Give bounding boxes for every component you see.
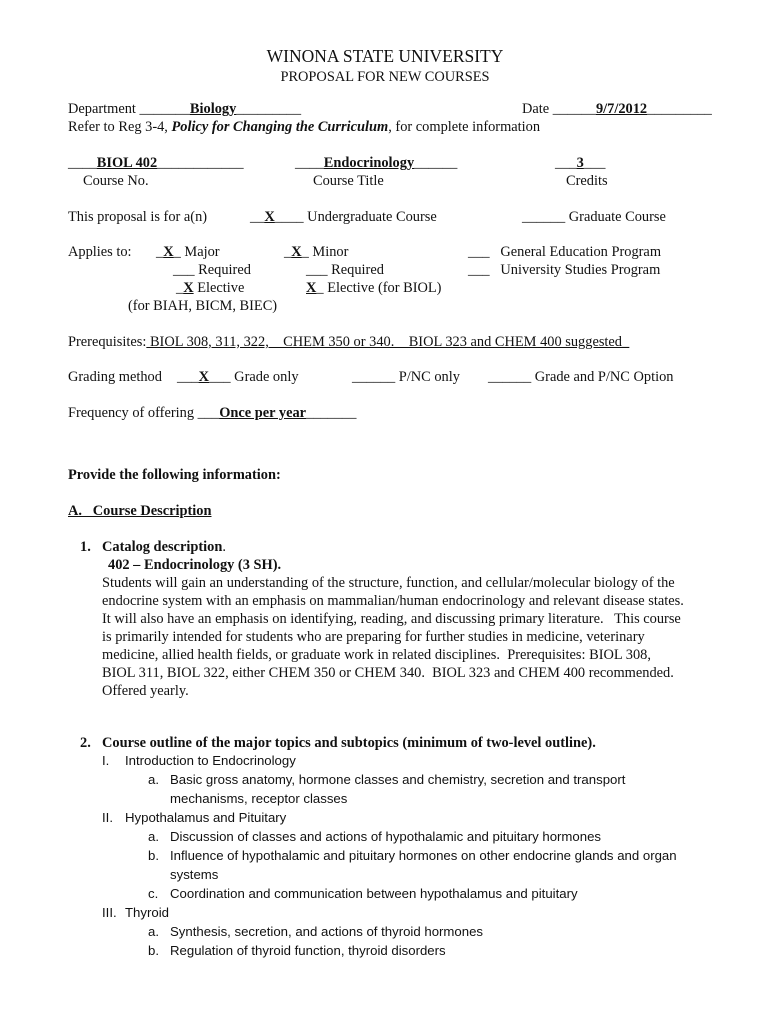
- catalog-course-line: 402 – Endocrinology (3 SH).: [108, 557, 282, 573]
- undergraduate-option: __X____ Undergraduate Course: [250, 209, 437, 225]
- course-title-field: ____Endocrinology______: [295, 155, 458, 171]
- major-elective-check-mark: X: [183, 280, 194, 296]
- form-title: PROPOSAL FOR NEW COURSES: [280, 69, 490, 85]
- minor-required-option: ___ Required: [306, 262, 384, 278]
- catalog-line: Students will gain an understanding of the structure, function, and cellular/molecular biology of the: [102, 575, 675, 591]
- outline-topic: Hypothalamus and Pituitary: [125, 810, 287, 825]
- catalog-line: It will also have an emphasis on identifying, reading, and discussing primary literature. This course: [102, 611, 681, 627]
- catalog-line: is primarily intended for students who are preparing for further studies in medicine, veterinary: [102, 629, 645, 645]
- outline-subtopic-letter: a.: [148, 924, 159, 939]
- provide-info-heading: Provide the following information:: [68, 467, 281, 483]
- outline-topic-number: I.: [102, 753, 110, 768]
- credits-label: Credits: [566, 173, 608, 189]
- minor-check-mark: X: [291, 244, 302, 260]
- prerequisites-field: Prerequisites: BIOL 308, 311, 322, CHEM 350 or 340. BIOL 323 and CHEM 400 suggested_: [68, 334, 630, 350]
- major-elective-option: _X Elective: [176, 280, 245, 296]
- catalog-line: BIOL 311, BIOL 322, either CHEM 350 or CHEM 340. BIOL 323 and CHEM 400 recommended.: [102, 665, 674, 681]
- outline-subtopic-letter: b.: [148, 943, 159, 958]
- undergraduate-check-mark: X: [264, 209, 275, 225]
- reference-line: Refer to Reg 3-4, Policy for Changing the Curriculum, for complete information: [68, 119, 541, 135]
- outline-topic: Introduction to Endocrinology: [125, 753, 296, 768]
- major-check-mark: X: [163, 244, 174, 260]
- section-a-heading: A. Course Description: [68, 503, 212, 519]
- catalog-heading: Catalog description.: [102, 539, 226, 555]
- outline-subtopic: Discussion of classes and actions of hypothalamic and pituitary hormones: [170, 829, 602, 844]
- major-programs-note: (for BIAH, BICM, BIEC): [128, 298, 278, 314]
- outline-subtopic: Coordination and communication between hypothalamus and pituitary: [170, 886, 578, 901]
- catalog-line: Offered yearly.: [102, 683, 189, 699]
- minor-option: _X_ Minor: [284, 244, 349, 260]
- outline-subtopic-letter: b.: [148, 848, 159, 863]
- graduate-option: ______ Graduate Course: [522, 209, 666, 225]
- frequency-value: Once per year: [219, 405, 307, 421]
- outline-subtopic-letter: c.: [148, 886, 159, 901]
- policy-title: Policy for Changing the Curriculum: [171, 119, 389, 135]
- department-field: Department _______Biology_________: [68, 101, 302, 117]
- outline-topic-number: II.: [102, 810, 113, 825]
- outline-subtopic-letter: a.: [148, 772, 159, 787]
- proposal-for-label: This proposal is for a(n): [68, 209, 208, 225]
- university-name: WINONA STATE UNIVERSITY: [266, 46, 504, 66]
- prerequisites-value: BIOL 308, 311, 322, CHEM 350 or 340. BIOL 323 and CHEM 400 suggested_: [146, 334, 630, 350]
- university-studies-option: ___ University Studies Program: [468, 262, 661, 278]
- outline-topic-number: III.: [102, 905, 117, 920]
- outline-subtopic: systems: [170, 867, 219, 882]
- outline-subtopic: Basic gross anatomy, hormone classes and chemistry, secretion and transport: [170, 772, 626, 787]
- date-field: Date ______9/7/2012_________: [522, 101, 712, 117]
- course-no-label: Course No.: [83, 173, 149, 189]
- major-option: _X_ Major: [156, 244, 220, 260]
- credits-value: 3: [576, 155, 584, 171]
- outline-subtopic-letter: a.: [148, 829, 159, 844]
- applies-to-label: Applies to:: [68, 244, 132, 260]
- outline-number: 2.: [80, 735, 91, 751]
- outline-subtopic: Synthesis, secretion, and actions of thyroid hormones: [170, 924, 484, 939]
- course-title-label: Course Title: [313, 173, 384, 189]
- outline-subtopic: Regulation of thyroid function, thyroid disorders: [170, 943, 446, 958]
- minor-elective-check-mark: X: [306, 280, 317, 296]
- frequency-field: Frequency of offering ___Once per year_______: [68, 405, 357, 421]
- minor-elective-option: X_ Elective (for BIOL): [306, 280, 442, 296]
- catalog-line: medicine, allied health fields, or graduate work in related disciplines. Prerequisites: BIOL 308,: [102, 647, 651, 663]
- grading-method-label: Grading method: [68, 369, 162, 385]
- credits-field: ___3___: [555, 155, 606, 171]
- grade-only-check-mark: X: [198, 369, 209, 385]
- catalog-line: endocrine system with an emphasis on mammalian/human endocrinology and relevant disease states.: [102, 593, 684, 609]
- outline-subtopic: mechanisms, receptor classes: [170, 791, 348, 806]
- pnc-only-option: ______ P/NC only: [352, 369, 460, 385]
- outline-subtopic: Influence of hypothalamic and pituitary hormones on other endocrine glands and organ: [170, 848, 677, 863]
- course-title-value: Endocrinology: [323, 155, 415, 171]
- major-required-option: ___ Required: [173, 262, 251, 278]
- outline-topic: Thyroid: [125, 905, 169, 920]
- course-no-value: BIOL 402: [96, 155, 158, 171]
- grade-only-option: ___X___ Grade only: [177, 369, 299, 385]
- catalog-number: 1.: [80, 539, 91, 555]
- gen-ed-option: ___ General Education Program: [468, 244, 662, 260]
- outline-heading: Course outline of the major topics and subtopics (minimum of two-level outline).: [102, 735, 596, 751]
- date-value: 9/7/2012: [595, 101, 648, 117]
- course-no-field: ____BIOL 402____________: [68, 155, 244, 171]
- department-value: Biology: [189, 101, 237, 117]
- grade-and-pnc-option: ______ Grade and P/NC Option: [488, 369, 674, 385]
